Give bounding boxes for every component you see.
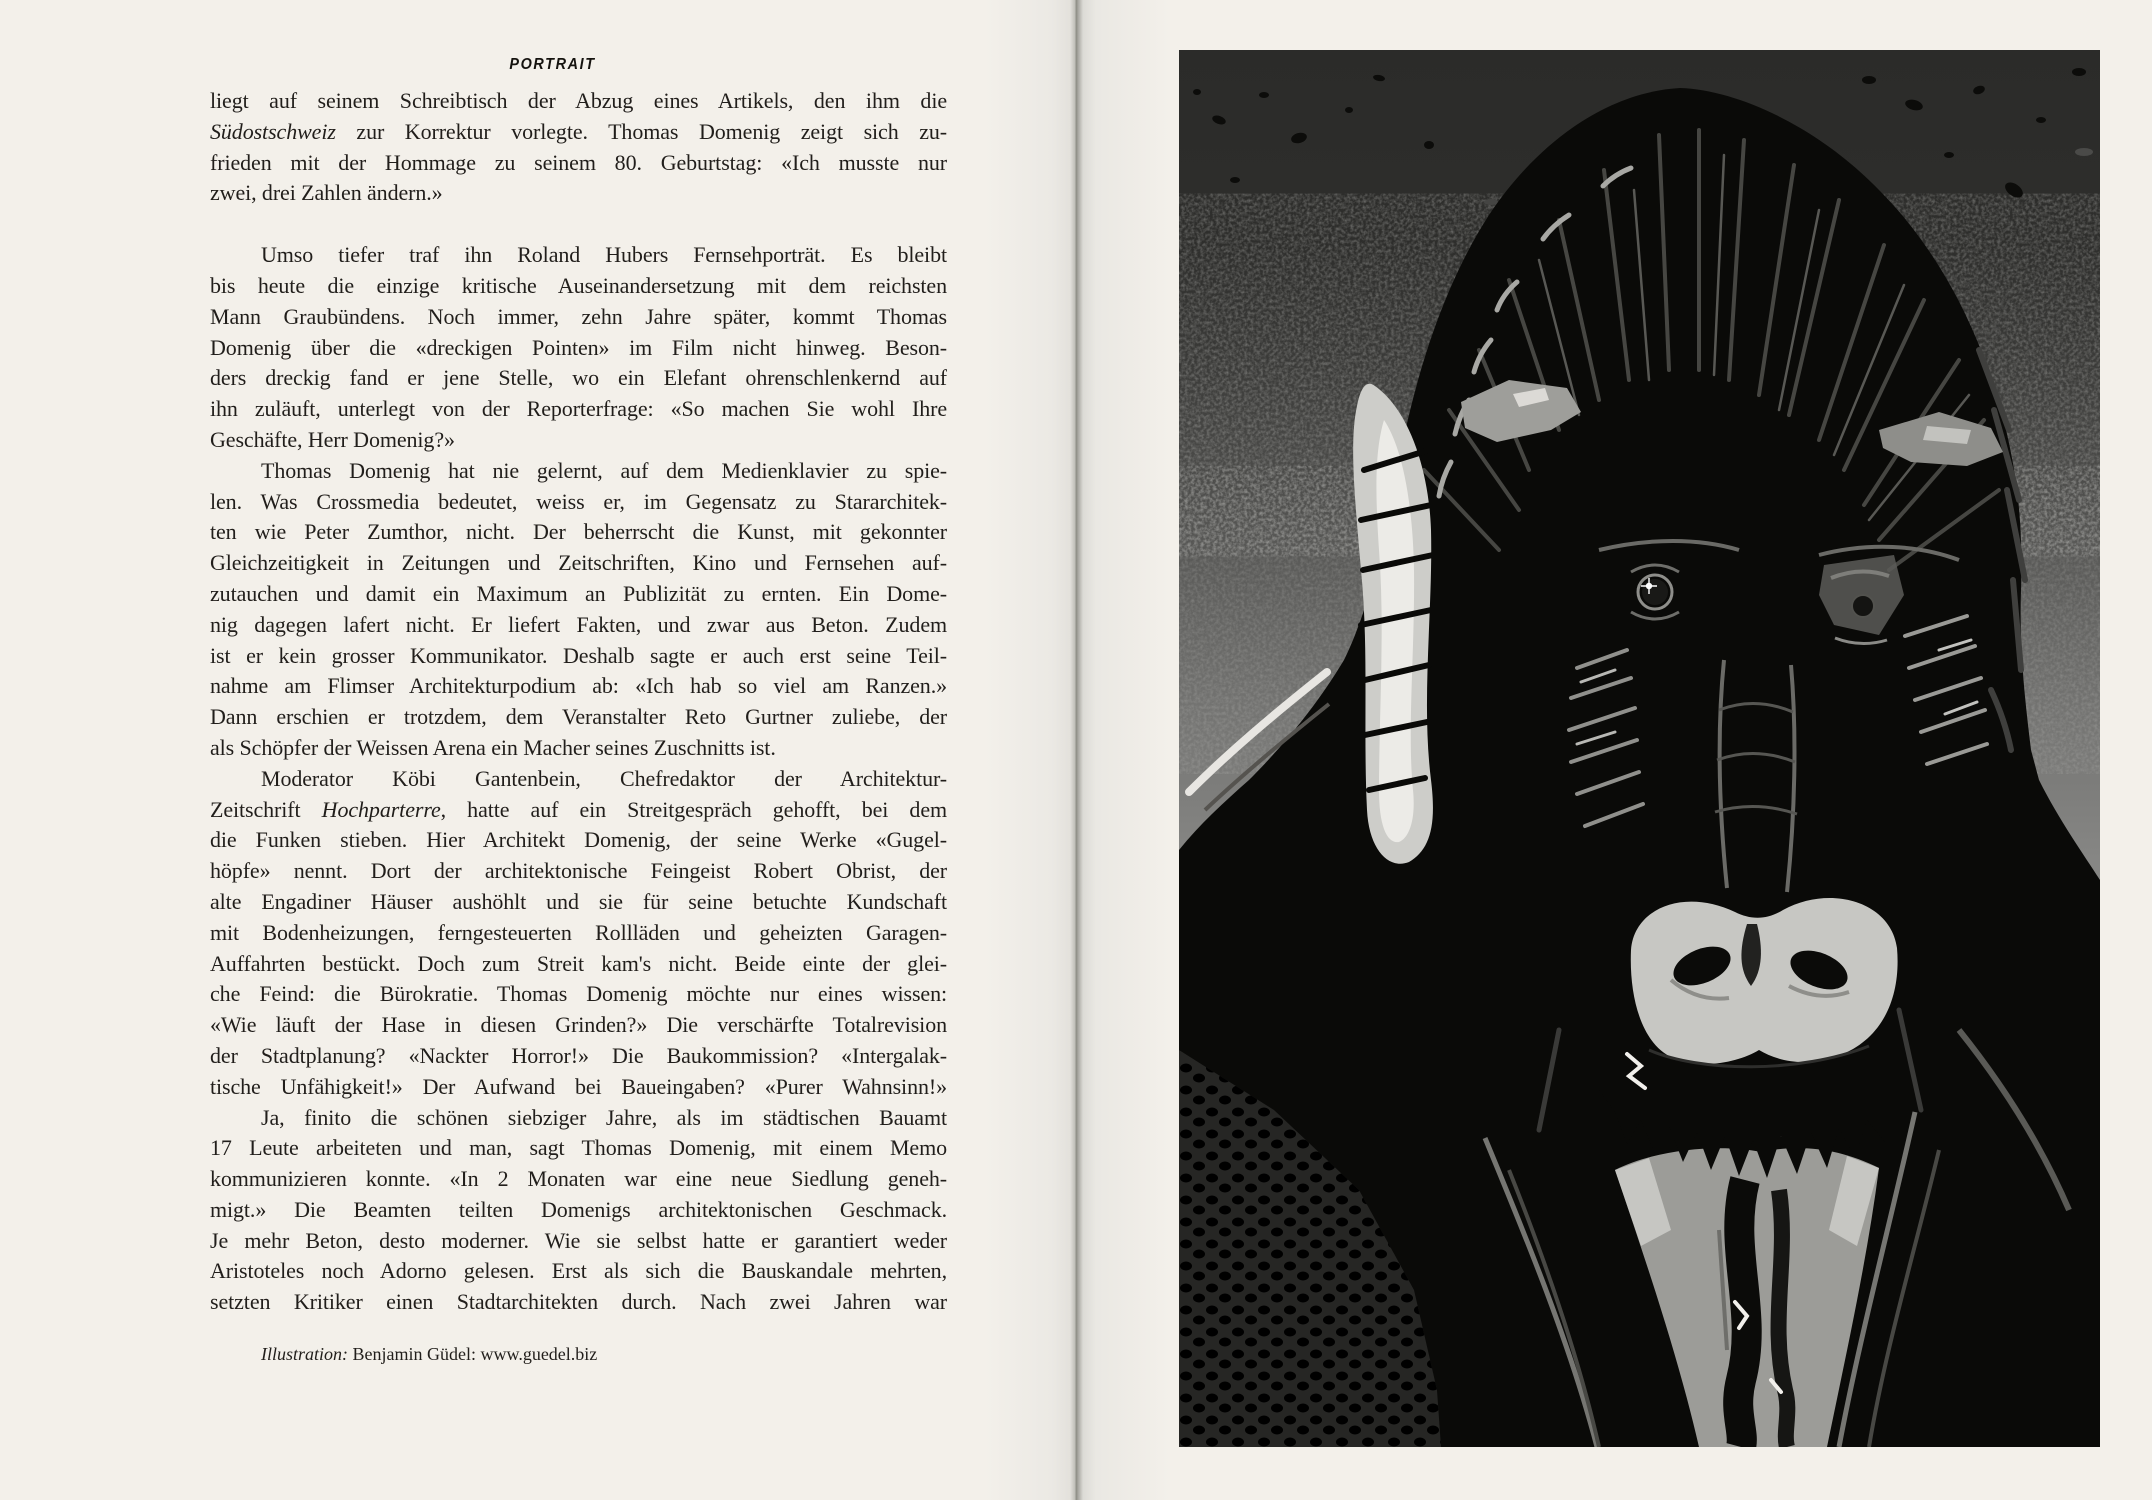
text-segment: zutauchen und damit ein Maximum an Publizität zu ernten. Ein Dome- [210, 580, 947, 606]
text-line [210, 86, 947, 117]
text-segment: nig dagegen lafert nicht. Er liefert Fakten, und zwar aus Beton. Zudem [210, 611, 947, 637]
text-segment: Je mehr Beton, desto moderner. Wie sie selbst hatte er garantiert weder [210, 1227, 947, 1253]
text-line [210, 825, 947, 856]
text-line [210, 1103, 947, 1134]
paragraph [210, 240, 947, 456]
text-segment: «Wie läuft der Hase in diesen Grinden?» Die verschärfte Totalrevision [210, 1012, 947, 1038]
text-line [210, 1041, 947, 1072]
text-segment: frieden mit der Hommage zu seinem 80. Geburtstag: «Ich musste nur [210, 149, 947, 175]
text-line [210, 1226, 947, 1257]
text-segment: Dann erschien er trotzdem, dem Veranstalter Reto Gurtner zuliebe, der [210, 704, 947, 730]
text-segment: , hatte auf ein Streitgespräch gehofft, bei dem [440, 796, 947, 822]
text-line [210, 240, 947, 271]
text-segment: ist er kein grosser Kommunikator. Deshalb sagte er auch erst seine Teil- [210, 642, 947, 668]
text-line [210, 764, 947, 795]
text-segment: 17 Leute arbeiteten und man, sagt Thomas Domenig, mit einem Memo [210, 1135, 947, 1161]
text-segment: Geschäfte, Herr Domenig?» [210, 426, 455, 452]
text-line [210, 425, 947, 456]
text-line [210, 1164, 947, 1195]
text-segment: Mann Graubündens. Noch immer, zehn Jahre später, kommt Thomas [210, 303, 947, 329]
text-line [210, 918, 947, 949]
gorilla-in-suit-illustration [1179, 50, 2100, 1447]
text-line [210, 949, 947, 980]
text-segment: bis heute die einzige kritische Auseinandersetzung mit dem reichsten [210, 272, 947, 298]
text-segment: Moderator Köbi Gantenbein, Chefredaktor der Architektur- [261, 765, 947, 791]
text-segment: ten wie Peter Zumthor, nicht. Der beherrscht die Kunst, mit gekonnter [210, 519, 947, 545]
text-line [210, 671, 947, 702]
text-segment: Ja, finito die schönen siebziger Jahre, als im städtischen Bauamt [261, 1104, 947, 1130]
text-segment: als Schöpfer der Weissen Arena ein Macher seines Zuschnitts ist. [210, 734, 776, 760]
text-segment: ihn zuläuft, unterlegt von der Reporterfrage: «So machen Sie wohl Ihre [210, 396, 947, 422]
text-segment: Domenig über die «dreckigen Pointen» im Film nicht hinweg. Beson- [210, 334, 947, 360]
italic-text: Hochparterre [321, 796, 441, 822]
text-segment: Aristoteles noch Adorno gelesen. Erst als sich die Bauskandale mehrten, [210, 1258, 947, 1284]
text-segment: migt.» Die Beamten teilten Domenigs architektonischen Geschmack. [210, 1196, 947, 1222]
text-line [210, 1072, 947, 1103]
text-line [210, 363, 947, 394]
text-line [210, 333, 947, 364]
text-segment: liegt auf seinem Schreibtisch der Abzug eines Artikels, den ihm die [210, 88, 947, 113]
paragraph [210, 86, 947, 209]
illustration-credit [261, 1344, 597, 1365]
text-line [210, 702, 947, 733]
text-segment: kommunizieren konnte. «In 2 Monaten war eine neue Siedlung geneh- [210, 1166, 947, 1192]
text-segment: mit Bodenheizungen, ferngesteuerten Rollläden und geheizten Garagen- [210, 919, 947, 945]
paragraph [210, 456, 947, 764]
text-line [210, 610, 947, 641]
muzzle [1631, 898, 1898, 1067]
text-segment: tische Unfähigkeit!» Der Aufwand bei Baueingaben? «Purer Wahnsinn!» [210, 1073, 947, 1099]
text-segment: alte Engadiner Häuser aushöhlt und sie für seine betuchte Kundschaft [210, 888, 947, 914]
text-line [210, 487, 947, 518]
text-segment: Thomas Domenig hat nie gelernt, auf dem Medienklavier zu spie- [261, 457, 947, 483]
text-line [210, 1287, 947, 1318]
text-segment: Auffahrten bestückt. Doch zum Streit kam's nicht. Beide einte der glei- [210, 950, 947, 976]
text-line [210, 1133, 947, 1164]
text-segment: che Feind: die Bürokratie. Thomas Domenig möchte nur eines wissen: [210, 981, 947, 1007]
section-kicker: PORTRAIT [509, 56, 596, 73]
text-line [210, 394, 947, 425]
text-segment: der Stadtplanung? «Nackter Horror!» Die Baukommission? «Intergalak- [210, 1042, 947, 1068]
text-segment: Zeitschrift [210, 796, 322, 822]
text-line [210, 1195, 947, 1226]
text-line [210, 117, 947, 148]
text-line [210, 856, 947, 887]
text-segment: ders dreckig fand er jene Stelle, wo ein Elefant ohrenschlenkernd auf [210, 365, 947, 391]
text-segment: zwei, drei Zahlen ändern.» [210, 180, 443, 206]
text-line [210, 641, 947, 672]
text-line [210, 1256, 947, 1287]
text-line [210, 1010, 947, 1041]
text-segment: höpfe» nennt. Dort der architektonische Feingeist Robert Obrist, der [210, 858, 947, 884]
text-line [210, 733, 947, 764]
text-line [210, 271, 947, 302]
text-line [210, 548, 947, 579]
paragraph [210, 1103, 947, 1319]
text-segment: die Funken stieben. Hier Architekt Domenig, der seine Werke «Gugel- [210, 827, 947, 853]
text-line [210, 979, 947, 1010]
text-segment: Gleichzeitigkeit in Zeitungen und Zeitschriften, Kino und Fernsehen auf- [210, 550, 947, 576]
text-line [210, 456, 947, 487]
text-line [210, 887, 947, 918]
text-line [210, 302, 947, 333]
illustration-credit-label: Illustration: [261, 1344, 349, 1364]
text-segment: zur Korrektur vorlegte. Thomas Domenig zeigt sich zu- [335, 118, 947, 144]
text-line [210, 579, 947, 610]
text-segment: len. Was Crossmedia bedeutet, weiss er, im Gegensatz zu Stararchitek- [210, 488, 947, 514]
text-segment: Umso tiefer traf ihn Roland Hubers Fernsehporträt. Es bleibt [261, 242, 947, 268]
article-body [210, 86, 947, 1318]
text-line [210, 148, 947, 179]
text-line [210, 178, 947, 209]
illustration-credit-text: Benjamin Güdel: www.guedel.biz [348, 1344, 598, 1364]
paragraph [210, 764, 947, 1103]
text-line [210, 517, 947, 548]
italic-text: Südostschweiz [210, 118, 336, 144]
text-line [210, 795, 947, 826]
text-segment: setzten Kritiker einen Stadtarchitekten durch. Nach zwei Jahren war [210, 1289, 947, 1315]
text-segment: nahme am Flimser Architekturpodium ab: «Ich hab so viel am Ranzen.» [210, 673, 947, 699]
